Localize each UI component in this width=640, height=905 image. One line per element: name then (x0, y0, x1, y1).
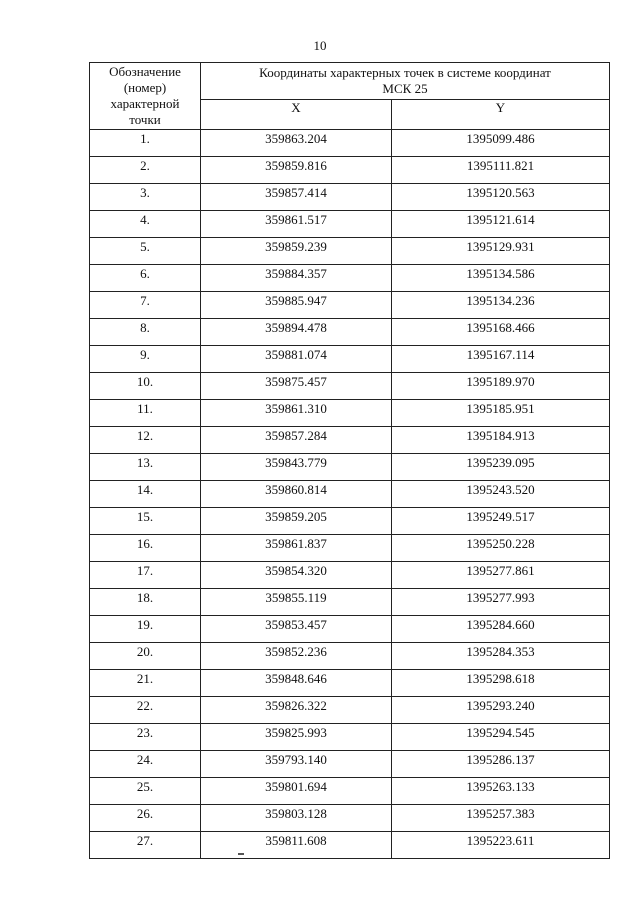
x-coordinate-cell: 359855.119 (201, 589, 392, 616)
header-number-line: (номер) (123, 80, 167, 95)
y-coordinate-cell: 1395263.133 (392, 778, 610, 805)
y-coordinate-cell: 1395294.545 (392, 724, 610, 751)
table-row (90, 184, 610, 211)
y-coordinate-cell: 1395284.353 (392, 643, 610, 670)
point-number-cell: 18. (90, 589, 201, 616)
table-row (90, 724, 610, 751)
y-coordinate-cell: 1395250.228 (392, 535, 610, 562)
table-row (90, 589, 610, 616)
y-coordinate-cell: 1395134.586 (392, 265, 610, 292)
table-row (90, 832, 610, 859)
table-row (90, 130, 610, 157)
x-coordinate-cell: 359852.236 (201, 643, 392, 670)
x-coordinate-cell: 359811.608 (201, 832, 392, 859)
point-number-cell: 12. (90, 427, 201, 454)
point-number-cell: 14. (90, 481, 201, 508)
y-coordinate-cell: 1395129.931 (392, 238, 610, 265)
point-number-cell: 11. (90, 400, 201, 427)
x-coordinate-cell: 359861.517 (201, 211, 392, 238)
y-coordinate-cell: 1395257.383 (392, 805, 610, 832)
point-number-cell: 25. (90, 778, 201, 805)
y-coordinate-cell: 1395121.614 (392, 211, 610, 238)
table-row (90, 292, 610, 319)
y-coordinate-cell: 1395185.951 (392, 400, 610, 427)
x-coordinate-cell: 359884.357 (201, 265, 392, 292)
y-coordinate-cell: 1395223.611 (392, 832, 610, 859)
x-coordinate-cell: 359854.320 (201, 562, 392, 589)
y-coordinate-cell: 1395189.970 (392, 373, 610, 400)
point-number-cell: 24. (90, 751, 201, 778)
header-coords-line: Координаты характерных точек в системе координат (259, 64, 551, 80)
y-coordinate-cell: 1395111.821 (392, 157, 610, 184)
point-number-cell: 23. (90, 724, 201, 751)
table-row (90, 373, 610, 400)
x-coordinate-cell: 359843.779 (201, 454, 392, 481)
point-number-cell: 3. (90, 184, 201, 211)
table-row (90, 400, 610, 427)
x-coordinate-cell: 359793.140 (201, 751, 392, 778)
table-row (90, 805, 610, 832)
table-row (90, 643, 610, 670)
y-coordinate-cell: 1395249.517 (392, 508, 610, 535)
header-point-number (90, 63, 201, 130)
table-header (90, 63, 610, 130)
table-row (90, 751, 610, 778)
table-row (90, 427, 610, 454)
point-number-cell: 13. (90, 454, 201, 481)
table-row (90, 265, 610, 292)
x-coordinate-cell: 359859.239 (201, 238, 392, 265)
x-coordinate-cell: 359801.694 (201, 778, 392, 805)
header-y: Y (392, 99, 610, 129)
x-coordinate-cell: 359863.204 (201, 130, 392, 157)
y-coordinate-cell: 1395168.466 (392, 319, 610, 346)
point-number-cell: 19. (90, 616, 201, 643)
table-row (90, 211, 610, 238)
point-number-cell: 21. (90, 670, 201, 697)
x-coordinate-cell: 359803.128 (201, 805, 392, 832)
table-row (90, 697, 610, 724)
point-number-cell: 7. (90, 292, 201, 319)
header-row (90, 63, 610, 100)
x-coordinate-cell: 359857.414 (201, 184, 392, 211)
x-coordinate-cell: 359861.837 (201, 535, 392, 562)
table-row (90, 535, 610, 562)
y-coordinate-cell: 1395239.095 (392, 454, 610, 481)
point-number-cell: 8. (90, 319, 201, 346)
table-row (90, 562, 610, 589)
table-row (90, 670, 610, 697)
point-number-cell: 5. (90, 238, 201, 265)
header-coords-line: МСК 25 (382, 80, 428, 96)
point-number-cell: 26. (90, 805, 201, 832)
x-coordinate-cell: 359885.947 (201, 292, 392, 319)
table-row (90, 454, 610, 481)
table-row (90, 238, 610, 265)
point-number-cell: 20. (90, 643, 201, 670)
table-row (90, 157, 610, 184)
table-row (90, 508, 610, 535)
table-row (90, 616, 610, 643)
point-number-cell: 6. (90, 265, 201, 292)
table-row (90, 481, 610, 508)
page-number: 10 (313, 38, 327, 53)
point-number-cell: 4. (90, 211, 201, 238)
y-coordinate-cell: 1395284.660 (392, 616, 610, 643)
y-coordinate-cell: 1395099.486 (392, 130, 610, 157)
y-coordinate-cell: 1395167.114 (392, 346, 610, 373)
scan-mark (238, 853, 244, 855)
point-number-cell: 27. (90, 832, 201, 859)
x-coordinate-cell: 359853.457 (201, 616, 392, 643)
header-coordinates (201, 63, 610, 100)
point-number-cell: 22. (90, 697, 201, 724)
header-number-line: характерной (110, 96, 180, 111)
header-number-line: Обозначение (109, 64, 181, 79)
y-coordinate-cell: 1395243.520 (392, 481, 610, 508)
header-number-line: точки (129, 112, 161, 127)
point-number-cell: 17. (90, 562, 201, 589)
x-coordinate-cell: 359859.816 (201, 157, 392, 184)
x-coordinate-cell: 359861.310 (201, 400, 392, 427)
x-coordinate-cell: 359894.478 (201, 319, 392, 346)
point-number-cell: 1. (90, 130, 201, 157)
point-number-cell: 2. (90, 157, 201, 184)
x-coordinate-cell: 359848.646 (201, 670, 392, 697)
x-coordinate-cell: 359857.284 (201, 427, 392, 454)
point-number-cell: 15. (90, 508, 201, 535)
point-number-cell: 9. (90, 346, 201, 373)
table-row (90, 319, 610, 346)
x-coordinate-cell: 359881.074 (201, 346, 392, 373)
y-coordinate-cell: 1395293.240 (392, 697, 610, 724)
y-coordinate-cell: 1395134.236 (392, 292, 610, 319)
x-coordinate-cell: 359860.814 (201, 481, 392, 508)
x-coordinate-cell: 359859.205 (201, 508, 392, 535)
y-coordinate-cell: 1395184.913 (392, 427, 610, 454)
y-coordinate-cell: 1395277.993 (392, 589, 610, 616)
table-row (90, 778, 610, 805)
coordinates-table (89, 62, 610, 859)
y-coordinate-cell: 1395286.137 (392, 751, 610, 778)
y-coordinate-cell: 1395120.563 (392, 184, 610, 211)
header-x: X (201, 99, 392, 129)
point-number-cell: 10. (90, 373, 201, 400)
table-row (90, 346, 610, 373)
point-number-cell: 16. (90, 535, 201, 562)
x-coordinate-cell: 359875.457 (201, 373, 392, 400)
table-body (90, 130, 610, 859)
y-coordinate-cell: 1395298.618 (392, 670, 610, 697)
y-coordinate-cell: 1395277.861 (392, 562, 610, 589)
x-coordinate-cell: 359826.322 (201, 697, 392, 724)
x-coordinate-cell: 359825.993 (201, 724, 392, 751)
